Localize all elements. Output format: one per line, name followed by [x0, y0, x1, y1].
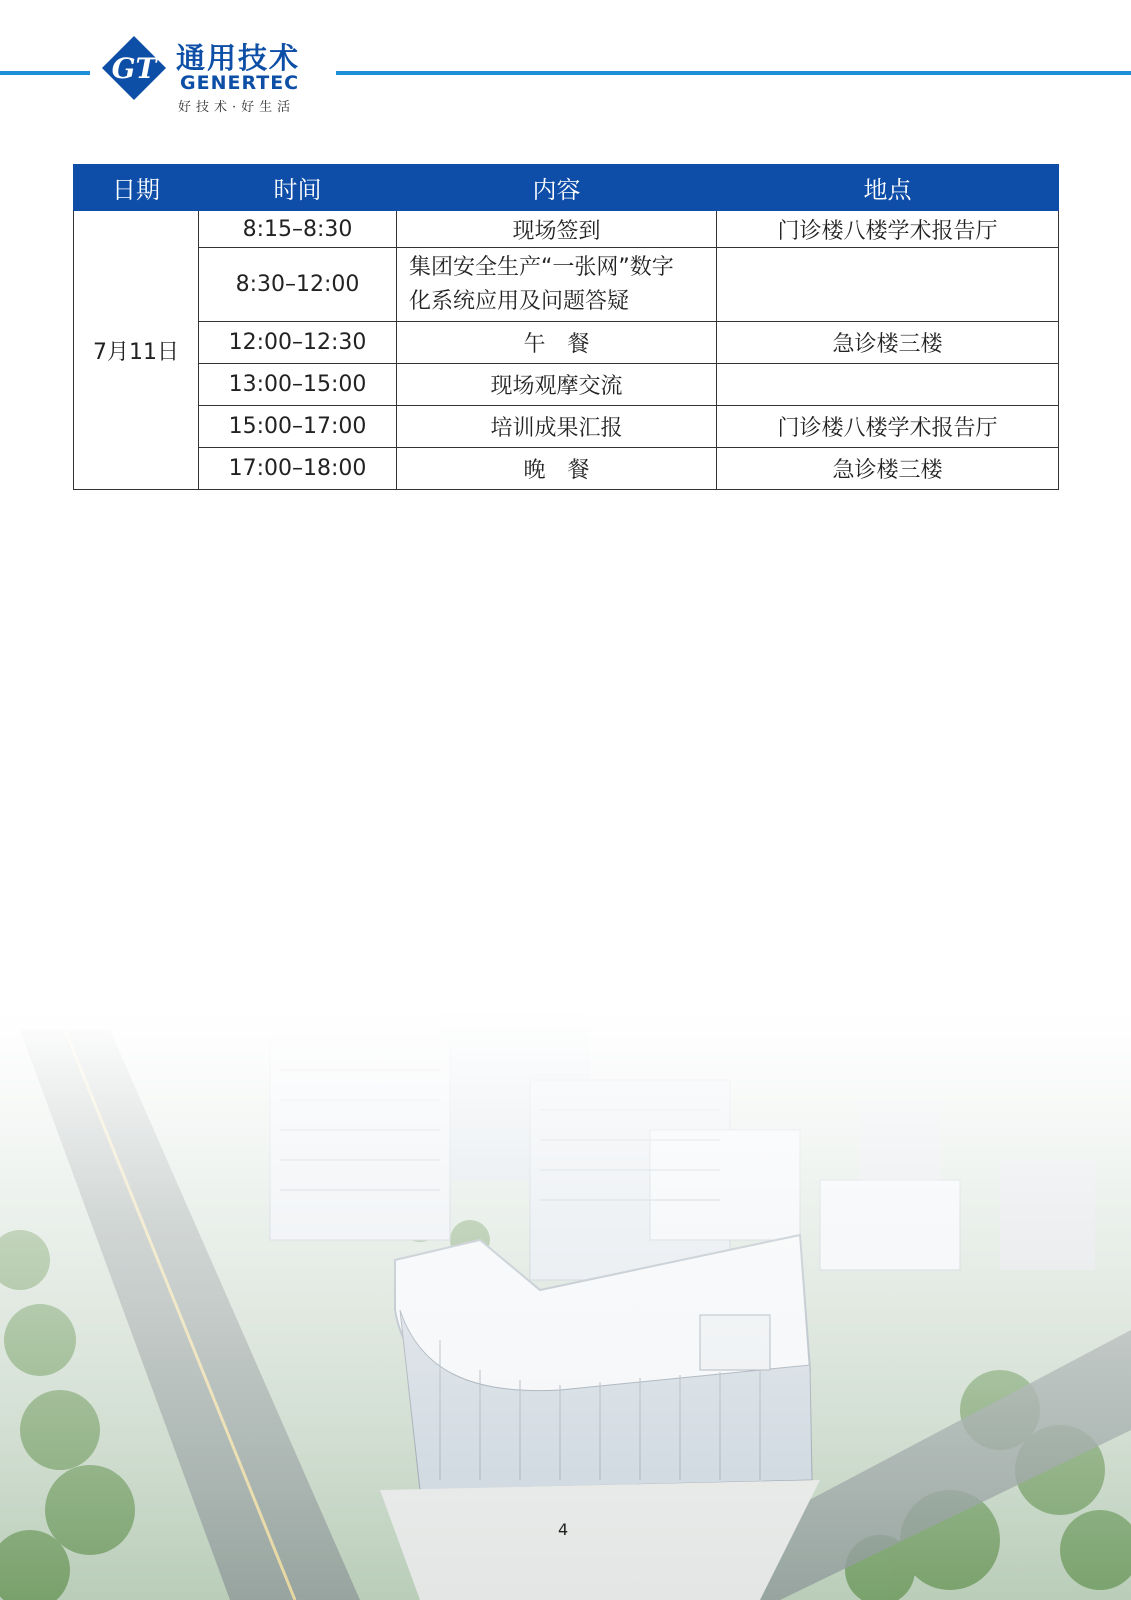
- time-cell: 13:00–15:00: [199, 364, 397, 406]
- content-cell: 现场签到: [397, 211, 717, 248]
- table-row: [74, 248, 1059, 322]
- header-location: 地点: [717, 165, 1059, 211]
- table-row: [74, 448, 1059, 490]
- location-cell: [717, 364, 1059, 406]
- logo-mark-text: GT: [111, 52, 157, 85]
- location-cell: 急诊楼三楼: [717, 322, 1059, 364]
- table-row: [74, 406, 1059, 448]
- genertec-logo: [100, 30, 330, 120]
- location-cell: 急诊楼三楼: [717, 448, 1059, 490]
- content-cell: 午 餐: [397, 322, 717, 364]
- page-number: 4: [558, 1520, 569, 1539]
- table-row: [74, 322, 1059, 364]
- time-cell: 12:00–12:30: [199, 322, 397, 364]
- time-cell: 17:00–18:00: [199, 448, 397, 490]
- content-cell: 晚 餐: [397, 448, 717, 490]
- time-cell: 8:15–8:30: [199, 211, 397, 248]
- table-header-row: [74, 165, 1059, 211]
- header-rule-right: [336, 71, 1131, 75]
- location-cell: [717, 248, 1059, 322]
- table-row: [74, 364, 1059, 406]
- schedule-table: [73, 164, 1059, 490]
- content-cell: [397, 248, 717, 322]
- header-rule-left: [0, 71, 90, 75]
- table-row: [74, 211, 1059, 248]
- content-cell: 现场观摩交流: [397, 364, 717, 406]
- header-content: 内容: [397, 165, 717, 211]
- brand-name-en: GENERTEC: [180, 72, 300, 94]
- header-date: 日期: [74, 165, 199, 211]
- location-cell: 门诊楼八楼学术报告厅: [717, 406, 1059, 448]
- logo-mark-icon: [100, 34, 168, 102]
- brand-name-cn: 通用技术: [176, 41, 301, 75]
- content-line: 集团安全生产“一张网”数字: [409, 254, 674, 280]
- hospital-aerial-illustration: [0, 1010, 1131, 1600]
- date-cell: 7月11日: [74, 211, 199, 490]
- content-cell: 培训成果汇报: [397, 406, 717, 448]
- time-cell: 15:00–17:00: [199, 406, 397, 448]
- brand-slogan: 好技术·好生活: [178, 100, 296, 115]
- time-cell: 8:30–12:00: [199, 248, 397, 322]
- content-line: 化系统应用及问题答疑: [409, 288, 630, 314]
- header-time: 时间: [199, 165, 397, 211]
- location-cell: 门诊楼八楼学术报告厅: [717, 211, 1059, 248]
